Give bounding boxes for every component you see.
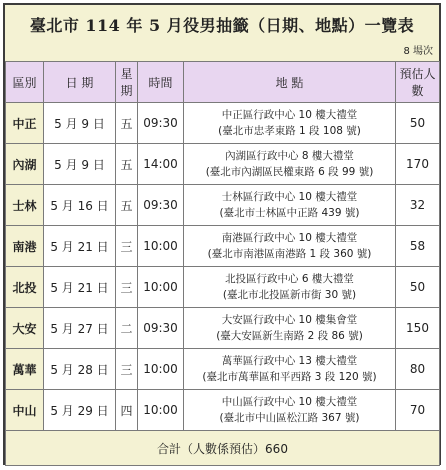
table-row <box>6 390 440 431</box>
row-time: 10:00 <box>138 267 184 308</box>
location-address: (臺北市內湖區民權東路 6 段 99 號) <box>205 166 374 178</box>
row-time: 09:30 <box>138 185 184 226</box>
row-time: 14:00 <box>138 144 184 185</box>
row-district: 士林 <box>6 185 44 226</box>
row-location <box>184 226 396 267</box>
row-date: 5 月 16 日 <box>44 185 116 226</box>
row-date: 5 月 28 日 <box>44 349 116 390</box>
row-location <box>184 144 396 185</box>
header-weekday: 星期 <box>116 62 138 103</box>
row-district: 中山 <box>6 390 44 431</box>
header-count: 預估人數 <box>396 62 440 103</box>
row-location <box>184 185 396 226</box>
location-hall: 中正區行政中心 10 樓大禮堂 <box>221 109 358 121</box>
row-date: 5 月 29 日 <box>44 390 116 431</box>
row-time: 10:00 <box>138 226 184 267</box>
header-time: 時間 <box>138 62 184 103</box>
row-location <box>184 308 396 349</box>
row-date: 5 月 27 日 <box>44 308 116 349</box>
row-district: 中正 <box>6 103 44 144</box>
row-time: 09:30 <box>138 103 184 144</box>
row-date: 5 月 21 日 <box>44 226 116 267</box>
row-weekday: 三 <box>116 349 138 390</box>
table-row <box>6 308 440 349</box>
row-weekday: 五 <box>116 144 138 185</box>
location-hall: 北投區行政中心 6 樓大禮堂 <box>225 273 354 285</box>
row-district: 大安 <box>6 308 44 349</box>
table-row <box>6 267 440 308</box>
row-location <box>184 267 396 308</box>
row-date: 5 月 21 日 <box>44 267 116 308</box>
location-hall: 萬華區行政中心 13 樓大禮堂 <box>221 355 358 367</box>
header-row <box>6 62 440 103</box>
row-time: 10:00 <box>138 390 184 431</box>
total-cell: 合計（人數係預估）660 <box>6 431 440 466</box>
location-hall: 內湖區行政中心 8 樓大禮堂 <box>225 150 354 162</box>
row-count: 32 <box>396 185 440 226</box>
table-row <box>6 349 440 390</box>
location-address: (臺北市士林區中正路 439 號) <box>219 207 360 219</box>
header-date: 日 期 <box>44 62 116 103</box>
row-count: 58 <box>396 226 440 267</box>
table-row <box>6 226 440 267</box>
location-address: (臺北市南港區南港路 1 段 360 號) <box>207 248 372 260</box>
document-title: 臺北市 114 年 5 月役男抽籤（日期、地點）一覽表 <box>5 5 439 43</box>
table-row <box>6 103 440 144</box>
row-location <box>184 349 396 390</box>
row-district: 內湖 <box>6 144 44 185</box>
table-row <box>6 185 440 226</box>
row-time: 10:00 <box>138 349 184 390</box>
row-weekday: 五 <box>116 185 138 226</box>
location-address: (臺北市中山區松江路 367 號) <box>219 412 360 424</box>
row-weekday: 三 <box>116 267 138 308</box>
row-weekday: 三 <box>116 226 138 267</box>
row-time: 09:30 <box>138 308 184 349</box>
header-location: 地 點 <box>184 62 396 103</box>
location-address: (臺北市北投區新市街 30 號) <box>222 289 357 301</box>
row-location <box>184 103 396 144</box>
location-address: (臺大安區新生南路 2 段 86 號) <box>216 330 363 342</box>
header-district: 區別 <box>6 62 44 103</box>
row-district: 南港 <box>6 226 44 267</box>
row-count: 80 <box>396 349 440 390</box>
location-hall: 中山區行政中心 10 樓大禮堂 <box>221 396 358 408</box>
row-count: 170 <box>396 144 440 185</box>
row-date: 5 月 9 日 <box>44 103 116 144</box>
schedule-table <box>5 61 440 466</box>
schedule-document <box>3 3 441 465</box>
table-row <box>6 144 440 185</box>
row-district: 北投 <box>6 267 44 308</box>
row-count: 50 <box>396 267 440 308</box>
row-date: 5 月 9 日 <box>44 144 116 185</box>
row-weekday: 四 <box>116 390 138 431</box>
row-count: 150 <box>396 308 440 349</box>
location-address: (臺北市忠孝東路 1 段 108 號) <box>218 125 361 137</box>
location-hall: 大安區行政中心 10 樓集會堂 <box>221 314 358 326</box>
location-hall: 士林區行政中心 10 樓大禮堂 <box>221 191 358 203</box>
row-count: 70 <box>396 390 440 431</box>
row-weekday: 二 <box>116 308 138 349</box>
total-row <box>6 431 440 466</box>
row-district: 萬華 <box>6 349 44 390</box>
location-hall: 南港區行政中心 10 樓大禮堂 <box>221 232 358 244</box>
row-weekday: 五 <box>116 103 138 144</box>
row-location <box>184 390 396 431</box>
sessions-note: 8 場次 <box>5 43 439 61</box>
row-count: 50 <box>396 103 440 144</box>
location-address: (臺北市萬華區和平西路 3 段 120 號) <box>202 371 377 383</box>
